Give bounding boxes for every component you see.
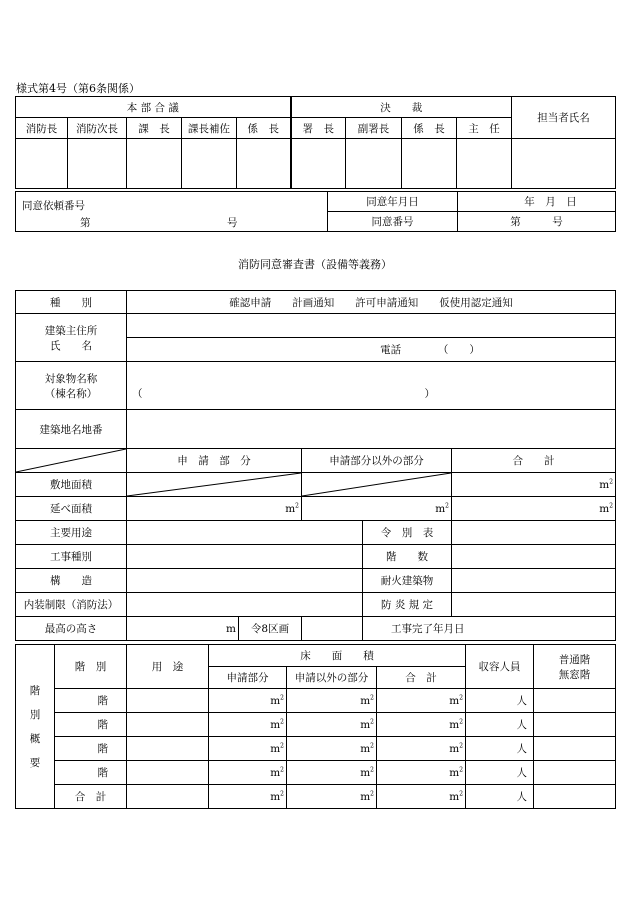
m2-unit: m [599, 502, 610, 515]
floor-persons[interactable] [466, 713, 534, 737]
boen-label: 防 炎 規 定 [363, 593, 452, 617]
doi-no-label: 同意番号 [328, 212, 458, 232]
person-unit: 人 [516, 743, 528, 755]
col-kai: 階 別 [55, 645, 127, 689]
floor-futsu[interactable] [534, 713, 616, 737]
m2-unit: m [270, 766, 281, 779]
floor-table [15, 644, 616, 809]
kessai-header: 決 裁 [291, 97, 512, 118]
target-label [16, 362, 127, 410]
futsu-line-1: 普通階 [558, 653, 591, 666]
floor-kai[interactable] [55, 713, 127, 737]
nobe-igai[interactable]: $m^2$ [302, 497, 452, 521]
nobe-shinsei[interactable]: $m^2$ [127, 497, 302, 521]
col-shobocho: 消防長 [16, 118, 68, 139]
kozo-field[interactable] [127, 569, 363, 593]
tanto-name-box[interactable] [512, 139, 616, 189]
owner-phone-field[interactable] [127, 338, 616, 362]
request-table [15, 191, 616, 232]
m2-unit: m [360, 742, 371, 755]
m2-unit: m [360, 766, 371, 779]
total-futsu[interactable] [534, 785, 616, 809]
kanryo-label: 工事完了年月日 [391, 623, 465, 635]
kanryo-cell[interactable] [363, 617, 616, 641]
col-kakaricho: 係 長 [237, 118, 291, 139]
stamp-box[interactable] [402, 139, 457, 189]
col-yuka-shinsei: 申請部分 [209, 667, 287, 689]
doi-date-label: 同意年月日 [328, 192, 458, 212]
col-shuyo: 収容人員 [466, 645, 534, 689]
taika-label: 耐火建築物 [363, 569, 452, 593]
floor-futsu[interactable] [534, 689, 616, 713]
diagonal-line [16, 449, 126, 472]
floor-total[interactable]: $m^2$ [377, 737, 466, 761]
col-kacho: 課 長 [127, 118, 182, 139]
shikichi-shinsei [127, 473, 302, 497]
floor-igai[interactable]: $m^2$ [287, 713, 377, 737]
floor-yoto[interactable] [127, 713, 209, 737]
floor-shinsei[interactable]: $m^2$ [209, 713, 287, 737]
col-total-header: 合 計 [452, 449, 616, 473]
owner-addr-label: 建築主住所 [44, 324, 98, 337]
floor-futsu[interactable] [534, 761, 616, 785]
floor-kai-label: 階 [97, 719, 108, 731]
site-label: 建築地名地番 [16, 410, 127, 449]
futsu-line-2: 無窓階 [558, 668, 591, 681]
m2-unit: m [270, 718, 281, 731]
kozo-label: 構 造 [16, 569, 127, 593]
side-char: 階 [29, 684, 41, 697]
total-shinsei[interactable]: $m^2$ [209, 785, 287, 809]
stamp-box[interactable] [182, 139, 237, 189]
floor-total[interactable]: $m^2$ [377, 689, 466, 713]
doi-date-value[interactable]: 年 月 日 [458, 192, 616, 212]
side-char: 別 [29, 708, 41, 721]
floor-futsu[interactable] [534, 737, 616, 761]
shuyo-label: 主要用途 [16, 521, 127, 545]
rei-label: 令 別 表 [363, 521, 452, 545]
m2-unit: m [449, 694, 460, 707]
naiso-field[interactable] [127, 593, 363, 617]
col-kakaricho-2: 係 長 [402, 118, 457, 139]
target-paren-close: ） [424, 388, 436, 400]
col-yuka: 床 面 積 [209, 645, 466, 667]
site-field[interactable] [127, 410, 616, 449]
shuyo-field[interactable] [127, 521, 363, 545]
floor-persons[interactable] [466, 737, 534, 761]
m-unit: m [226, 622, 236, 635]
m2-unit: m [360, 694, 371, 707]
floor-kai[interactable] [55, 689, 127, 713]
tanto-header: 担当者氏名 [512, 97, 616, 139]
irai-no-label: 同意依頼番号 [22, 200, 85, 212]
side-char: 要 [29, 756, 41, 769]
shikichi-label: 敷地面積 [16, 473, 127, 497]
m2-unit: m [449, 718, 460, 731]
phone-label: 電話 （ ） [380, 344, 480, 356]
floor-total[interactable]: $m^2$ [377, 761, 466, 785]
owner-name-label: 氏 名 [50, 339, 92, 352]
col-futsu [534, 645, 616, 689]
floor-shinsei[interactable]: $m^2$ [209, 689, 287, 713]
doi-no-value[interactable]: 第 号 [458, 212, 616, 232]
form-number: 様式第4号（第6条関係） [16, 82, 140, 95]
m2-unit: m [270, 742, 281, 755]
floor-persons[interactable] [466, 689, 534, 713]
shubetsu-options[interactable]: 確認申請 計画通知 許可申請通知 仮使用認定通知 [127, 291, 616, 314]
boen-field[interactable] [452, 593, 616, 617]
col-shobojicho: 消防次長 [68, 118, 127, 139]
irai-no-cell[interactable] [16, 192, 328, 232]
stamp-box[interactable] [291, 139, 346, 189]
total-igai[interactable]: $m^2$ [287, 785, 377, 809]
col-yoto: 用 途 [127, 645, 209, 689]
col-igai-header: 申請部分以外の部分 [302, 449, 452, 473]
m2-unit: m [435, 502, 446, 515]
total-total[interactable]: $m^2$ [377, 785, 466, 809]
table-row [16, 713, 616, 737]
floor-igai[interactable]: $m^2$ [287, 737, 377, 761]
total-yoto[interactable] [127, 785, 209, 809]
col-yuka-igai: 申請以外の部分 [287, 667, 377, 689]
rei-field[interactable] [452, 521, 616, 545]
takasa-field[interactable] [127, 617, 239, 641]
document-title: 消防同意審査書（設備等義務） [238, 258, 392, 271]
shikichi-total[interactable]: $m^2$ [452, 473, 616, 497]
koji-field[interactable] [127, 545, 363, 569]
m2-unit: m [599, 478, 610, 491]
floor-shinsei[interactable]: $m^2$ [209, 761, 287, 785]
naiso-label: 内装制限（消防法） [16, 593, 127, 617]
side-char: 概 [29, 732, 41, 745]
shubetsu-label: 種 別 [16, 291, 127, 314]
stamp-box[interactable] [457, 139, 512, 189]
floor-kai-label: 階 [97, 695, 108, 707]
nobe-label: 延べ面積 [16, 497, 127, 521]
col-fukushocho: 副署長 [346, 118, 402, 139]
total-persons[interactable] [466, 785, 534, 809]
taika-field[interactable] [452, 569, 616, 593]
m2-unit: m [449, 766, 460, 779]
col-kachohosa: 課長補佐 [182, 118, 237, 139]
target-name-field[interactable] [127, 362, 616, 410]
m2-unit: m [360, 718, 371, 731]
target-label-2: （棟名称） [44, 387, 98, 400]
takasa-label: 最高の高さ [16, 617, 127, 641]
stamp-box[interactable] [16, 139, 68, 189]
diagonal-line [127, 473, 301, 496]
person-unit: 人 [516, 767, 528, 779]
col-shunin: 主 任 [457, 118, 512, 139]
area-corner [16, 449, 127, 473]
m2-unit: m [360, 790, 371, 803]
person-unit: 人 [516, 791, 528, 803]
honbu-header: 本 部 合 議 [16, 97, 291, 118]
floor-yoto[interactable] [127, 737, 209, 761]
owner-label [16, 314, 127, 362]
stamp-box[interactable] [127, 139, 182, 189]
col-shinsei-header: 申 請 部 分 [127, 449, 302, 473]
floor-kai-label: 階 [97, 767, 108, 779]
main-table [15, 290, 616, 641]
person-unit: 人 [516, 719, 528, 731]
floor-persons[interactable] [466, 761, 534, 785]
owner-address-field[interactable] [127, 314, 616, 338]
m2-unit: m [449, 790, 460, 803]
stamp-box[interactable] [68, 139, 127, 189]
shikichi-igai [302, 473, 452, 497]
approval-table [15, 96, 616, 189]
floor-yoto[interactable] [127, 761, 209, 785]
koji-label: 工事種別 [16, 545, 127, 569]
m2-unit: m [270, 790, 281, 803]
floor-igai[interactable]: $m^2$ [287, 689, 377, 713]
col-yuka-total: 合 計 [377, 667, 466, 689]
table-row [16, 737, 616, 761]
stamp-box[interactable] [346, 139, 402, 189]
floor-side-label [16, 645, 55, 809]
table-row [16, 689, 616, 713]
floor-kai-label: 階 [97, 743, 108, 755]
nobe-total[interactable]: $m^2$ [452, 497, 616, 521]
diagonal-line [302, 473, 451, 496]
floor-shinsei[interactable]: $m^2$ [209, 737, 287, 761]
target-paren-open: （ [132, 388, 143, 400]
floor-total-label: 合 計 [55, 785, 127, 809]
rei8-label: 令8区画 [239, 617, 302, 641]
table-row [16, 761, 616, 785]
floor-yoto[interactable] [127, 689, 209, 713]
irai-no-value: 第 号 [80, 217, 238, 229]
floor-kai[interactable] [55, 737, 127, 761]
kai-label: 階 数 [363, 545, 452, 569]
floor-igai[interactable]: $m^2$ [287, 761, 377, 785]
m2-unit: m [285, 502, 296, 515]
floor-total[interactable]: $m^2$ [377, 713, 466, 737]
kai-field[interactable] [452, 545, 616, 569]
m2-unit: m [270, 694, 281, 707]
person-unit: 人 [516, 695, 528, 707]
floor-kai[interactable] [55, 761, 127, 785]
target-label-1: 対象物名称 [44, 372, 98, 385]
m2-unit: m [449, 742, 460, 755]
total-row [16, 785, 616, 809]
rei8-field[interactable] [302, 617, 363, 641]
col-shocho: 署 長 [291, 118, 346, 139]
stamp-box[interactable] [237, 139, 291, 189]
